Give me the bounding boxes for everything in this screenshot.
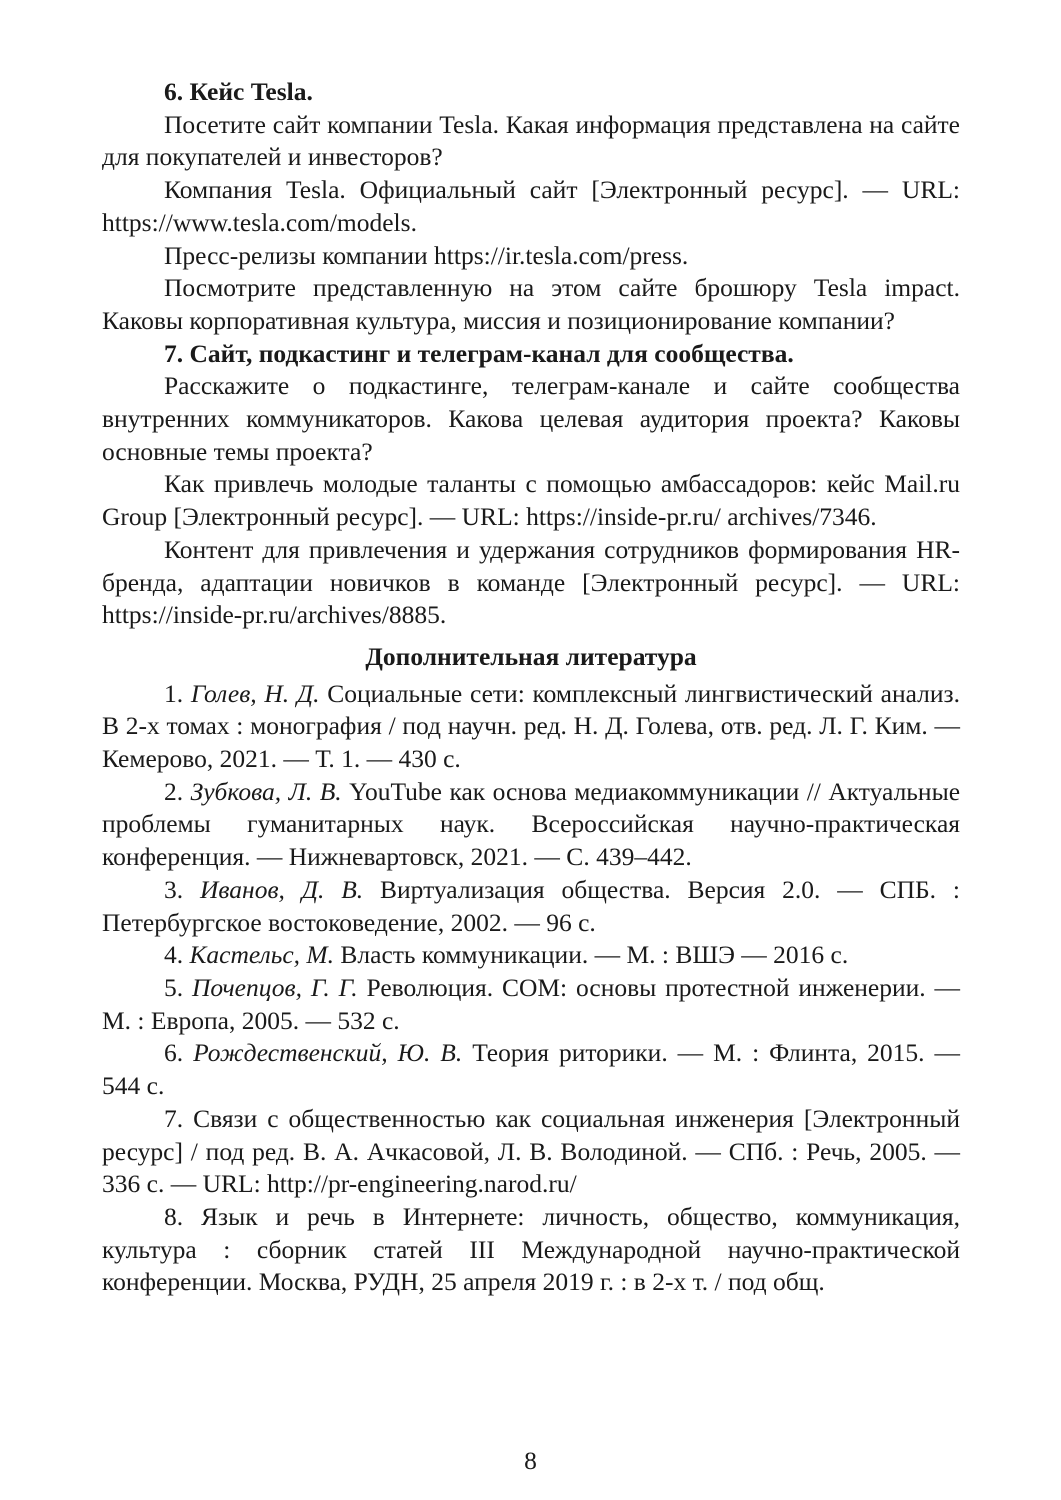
case7-paragraph-1: Расскажите о подкастинге, телеграм-канале и сайте сообщества внутренних коммуникаторов. Какова целевая аудитория проекта? Каковы основные темы проекта?	[102, 371, 960, 466]
case7-paragraph-2: Как привлечь молодые таланты с помощью амбассадоров: кейс Mail.ru Group [Электронный ресурс]. — URL: https://inside-pr.ru/ archives/7346.	[102, 469, 960, 532]
item-author: Рождественский, Ю. В.	[193, 1038, 463, 1068]
item-author: Зубкова, Л. В.	[190, 776, 342, 806]
case6-paragraph-3: Пресс-релизы компании https://ir.tesla.com/press.	[164, 240, 689, 270]
case7-paragraph-3: Контент для привлечения и удержания сотрудников формирования HR-бренда, адаптации новичков в команде [Электронный ресурс]. — URL: https://inside-pr.ru/archives/8885.	[102, 534, 960, 630]
case6-paragraph-2: Компания Tesla. Официальный сайт [Электронный ресурс]. — URL: https://www.tesla.com/models.	[102, 175, 960, 237]
item-number: 4.	[164, 940, 190, 970]
literature-item	[102, 776, 960, 874]
page-content	[102, 76, 960, 1299]
literature-item	[102, 972, 960, 1037]
item-number: 1.	[164, 678, 191, 708]
item-text: Виртуализация общества. Версия 2.0. — СПБ. : Петербургское востоковедение, 2002. — 96 с.	[102, 874, 960, 937]
literature-item	[102, 874, 960, 939]
case6-heading: 6. Кейс Tesla.	[164, 77, 313, 106]
item-text: Связи с общественностью как социальная инженерия [Электронный ресурс] / под ред. В. А. Ачкасовой, Л. В. Володиной. — СПб. : Речь, 2005. — 336 с. — URL: http://pr-engineering.narod.ru/	[102, 1103, 961, 1199]
item-number: 8.	[164, 1201, 202, 1231]
case6-paragraph-1: Посетите сайт компании Tesla. Какая информация представлена на сайте для покупателей и инвесторов?	[102, 109, 960, 172]
item-text: Власть коммуникации. — М. : ВШЭ — 2016 с.	[334, 940, 849, 970]
item-author: Иванов, Д. В.	[199, 874, 364, 904]
item-text: YouTube как основа медиакоммуникации // Актуальные проблемы гуманитарных наук. Всероссийская научно-практическая конференция. — Нижневартовск, 2021. — С. 439–442.	[102, 776, 961, 872]
item-number: 3.	[164, 874, 200, 904]
item-text: Теория риторики. — М. : Флинта, 2015. — 544 с.	[102, 1038, 960, 1101]
literature-item	[102, 678, 960, 776]
item-author: Кастельс, М.	[189, 940, 335, 970]
item-text: Революция. COM: основы протестной инженерии. — М. : Европа, 2005. — 532 с.	[102, 972, 961, 1035]
item-number: 5.	[164, 972, 192, 1002]
item-text: Язык и речь в Интернете: личность, общество, коммуникация, культура : сборник статей III Международной научно-практической конференции. Москва, РУДН, 25 апреля 2019 г. : в 2-х т. / под общ.	[102, 1201, 960, 1297]
literature-item	[102, 1037, 960, 1102]
item-number: 6.	[164, 1038, 194, 1068]
literature-title: Дополнительная литература	[365, 641, 697, 671]
literature-item	[102, 1103, 960, 1201]
literature-item	[102, 1201, 960, 1299]
page-number: 8	[524, 1446, 537, 1475]
item-number: 7.	[164, 1103, 194, 1133]
item-number: 2.	[164, 776, 191, 806]
case6-paragraph-4: Посмотрите представленную на этом сайте брошюру Tesla impact. Каковы корпоративная культура, миссия и позиционирование компании?	[102, 273, 960, 335]
case7-heading: 7. Сайт, подкастинг и телеграм-канал для сообщества.	[164, 338, 794, 368]
item-text: Социальные сети: комплексный лингвистический анализ. В 2-х томах : монография / под научн. ред. Н. Д. Голева, отв. ред. Л. Г. Ким. — Кемерово, 2021. — Т. 1. — 430 с.	[102, 678, 960, 774]
item-author: Голев, Н. Д.	[190, 678, 320, 708]
literature-item	[102, 939, 960, 972]
item-author: Почепцов, Г. Г.	[191, 972, 358, 1002]
